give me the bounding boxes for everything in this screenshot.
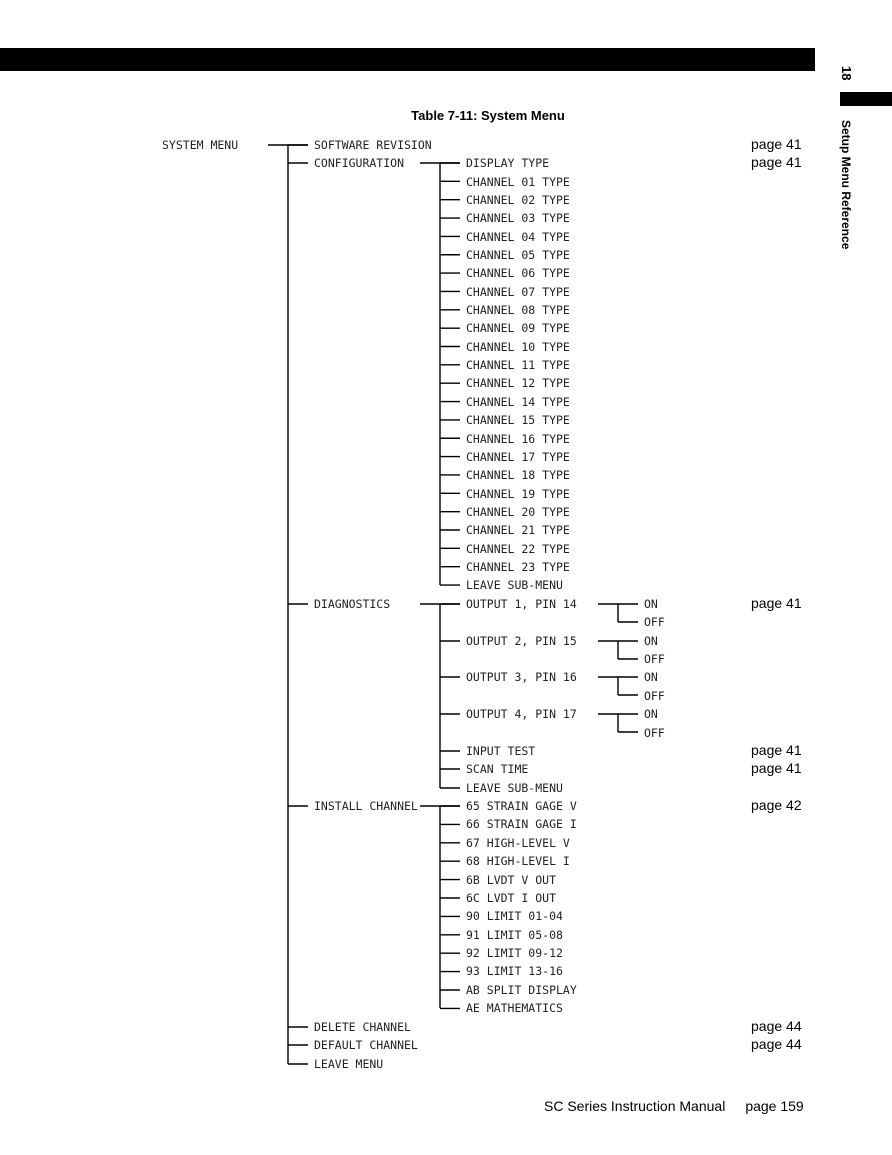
config-item: CHANNEL 12 TYPE (466, 376, 570, 390)
config-item: CHANNEL 15 TYPE (466, 413, 570, 427)
install-item: 93 LIMIT 13-16 (466, 964, 563, 978)
output-state-on: ON (644, 707, 658, 721)
output-state-on: ON (644, 670, 658, 684)
diag-item: OUTPUT 4, PIN 17 (466, 707, 577, 721)
config-item: CHANNEL 11 TYPE (466, 358, 570, 372)
install-item: 91 LIMIT 05-08 (466, 928, 563, 942)
install-item: 6C LVDT I OUT (466, 891, 557, 905)
menu-item-install-channel: INSTALL CHANNEL (314, 799, 418, 813)
config-item: LEAVE SUB-MENU (466, 578, 563, 592)
diag-item: SCAN TIME (466, 762, 529, 776)
config-item: CHANNEL 04 TYPE (466, 230, 570, 244)
config-item: CHANNEL 09 TYPE (466, 321, 570, 335)
config-item: CHANNEL 14 TYPE (466, 395, 570, 409)
menu-item-leave-menu: LEAVE MENU (314, 1057, 384, 1071)
footer-page-number: page 159 (745, 1098, 804, 1114)
page-ref: page 41 (751, 154, 802, 170)
menu-item-default-channel: DEFAULT CHANNEL (314, 1038, 418, 1052)
footer (544, 1098, 804, 1114)
output-state-off: OFF (644, 652, 665, 666)
config-item: CHANNEL 08 TYPE (466, 303, 570, 317)
install-item: 68 HIGH-LEVEL I (466, 854, 570, 868)
config-item: CHANNEL 03 TYPE (466, 211, 570, 225)
page-ref: page 44 (751, 1018, 802, 1034)
output-state-on: ON (644, 597, 658, 611)
config-item: DISPLAY TYPE (466, 156, 550, 170)
install-item: 90 LIMIT 01-04 (466, 909, 563, 923)
page-ref: page 44 (751, 1036, 802, 1052)
install-item: 6B LVDT V OUT (466, 873, 557, 887)
config-item: CHANNEL 17 TYPE (466, 450, 570, 464)
diag-item: OUTPUT 3, PIN 16 (466, 670, 577, 684)
config-item: CHANNEL 22 TYPE (466, 542, 570, 556)
config-item: CHANNEL 05 TYPE (466, 248, 570, 262)
install-item: 66 STRAIN GAGE I (466, 817, 577, 831)
page-number: 18 (839, 66, 854, 81)
install-item: 92 LIMIT 09-12 (466, 946, 563, 960)
config-item: CHANNEL 18 TYPE (466, 468, 570, 482)
config-item: CHANNEL 10 TYPE (466, 340, 570, 354)
install-item: AB SPLIT DISPLAY (466, 983, 577, 997)
page-ref: page 41 (751, 595, 802, 611)
menu-item-software-revision: SOFTWARE REVISION (314, 138, 432, 152)
config-item: CHANNEL 19 TYPE (466, 487, 570, 501)
diag-item: LEAVE SUB-MENU (466, 781, 563, 795)
output-state-off: OFF (644, 726, 665, 740)
menu-item-configuration: CONFIGURATION (314, 156, 405, 170)
diag-item: OUTPUT 1, PIN 14 (466, 597, 577, 611)
config-item: CHANNEL 21 TYPE (466, 523, 570, 537)
config-item: CHANNEL 01 TYPE (466, 175, 570, 189)
page-ref: page 41 (751, 742, 802, 758)
table-title: Table 7-11: System Menu (411, 108, 565, 123)
install-item: AE MATHEMATICS (466, 1001, 563, 1015)
output-state-on: ON (644, 634, 658, 648)
config-item: CHANNEL 07 TYPE (466, 285, 570, 299)
output-state-off: OFF (644, 689, 665, 703)
page-ref: page 41 (751, 136, 802, 152)
output-state-off: OFF (644, 615, 665, 629)
menu-item-diagnostics: DIAGNOSTICS (314, 597, 391, 611)
install-item: 67 HIGH-LEVEL V (466, 836, 570, 850)
config-item: CHANNEL 20 TYPE (466, 505, 570, 519)
diag-item: OUTPUT 2, PIN 15 (466, 634, 577, 648)
page-ref: page 41 (751, 760, 802, 776)
section-title: Setup Menu Reference (839, 120, 853, 250)
menu-root-label: SYSTEM MENU (162, 138, 239, 152)
config-item: CHANNEL 16 TYPE (466, 432, 570, 446)
footer-manual-title: SC Series Instruction Manual (544, 1098, 726, 1114)
install-item: 65 STRAIN GAGE V (466, 799, 577, 813)
config-item: CHANNEL 02 TYPE (466, 193, 570, 207)
page-ref: page 42 (751, 797, 802, 813)
menu-item-delete-channel: DELETE CHANNEL (314, 1020, 411, 1034)
config-item: CHANNEL 06 TYPE (466, 266, 570, 280)
config-item: CHANNEL 23 TYPE (466, 560, 570, 574)
diag-item: INPUT TEST (466, 744, 536, 758)
